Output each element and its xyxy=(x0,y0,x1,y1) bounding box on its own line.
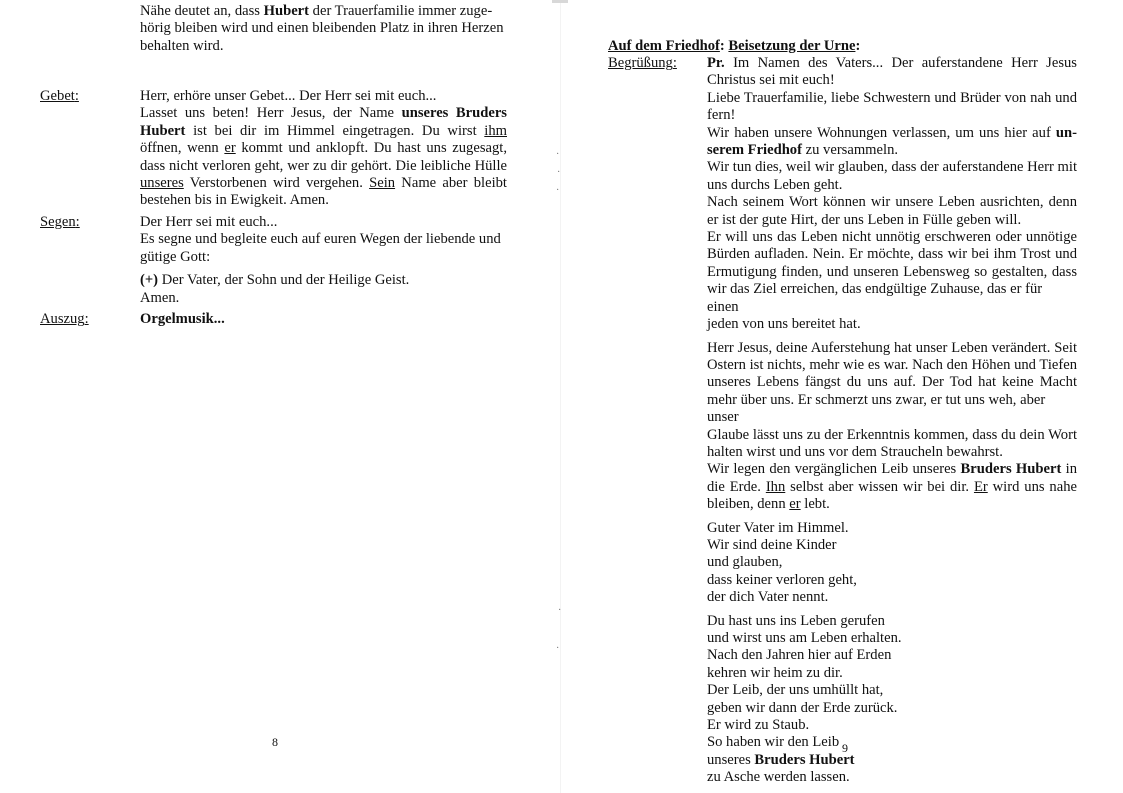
para-underlined-word: Er xyxy=(973,478,988,495)
gebet-bold-name: unseres Bruders xyxy=(401,105,507,122)
para-line: Glaube lässt uns zu der Erkenntnis kommen, dass du dein Wort xyxy=(707,426,1077,443)
para-line: Liebe Trauerfamilie, liebe Schwestern und Brüder von nah und xyxy=(707,89,1077,106)
para-line: Ermutigung finden, und unseren Lebensweg so gestalten, dass xyxy=(707,263,1077,280)
auszug-label xyxy=(40,311,89,328)
verse-line: Wir sind deine Kinder xyxy=(707,536,837,553)
verse-line: und glauben, xyxy=(707,554,783,571)
page-number-left: 8 xyxy=(272,735,278,749)
verse-bold-name: Bruders Hubert xyxy=(754,751,855,768)
section-title xyxy=(608,38,860,55)
gebet-label-colon: : xyxy=(74,88,79,104)
gebet-line xyxy=(140,175,507,192)
para-bold-span: Bruders Hubert xyxy=(960,461,1062,478)
para-line: Christus sei mit euch! xyxy=(707,72,835,89)
para-line xyxy=(707,142,1077,159)
verse-line: Der Leib, der uns umhüllt hat, xyxy=(707,682,884,699)
para-line xyxy=(707,479,1077,496)
segen-line: Der Herr sei mit euch... xyxy=(140,214,278,230)
para-text-span: die Erde. xyxy=(707,478,766,495)
segen-line: Amen. xyxy=(140,289,180,306)
page-number-right: 9 xyxy=(842,741,848,755)
left-page xyxy=(0,0,561,793)
section-title-colon: : xyxy=(719,38,725,54)
para-line xyxy=(707,55,1077,72)
gebet-line xyxy=(140,123,507,140)
begruessung-label-colon: : xyxy=(672,55,677,71)
intro-text: behalten wird. xyxy=(140,37,224,54)
auszug-bold-text: Orgelmusik... xyxy=(140,311,225,327)
gebet-line: dass nicht verloren geht, wer zu dir gehört. Die leibliche Hülle xyxy=(140,157,507,174)
para-line xyxy=(707,461,1077,478)
section-title-colon: : xyxy=(855,38,861,54)
para-bold-span: serem Friedhof xyxy=(707,142,802,159)
scan-speck: · xyxy=(556,185,560,196)
section-title-part: Auf dem Friedhof xyxy=(608,38,720,54)
scan-speck: · xyxy=(556,149,560,160)
verse-line: dass keiner verloren geht, xyxy=(707,571,857,588)
verse-line: Er wird zu Staub. xyxy=(707,717,810,734)
intro-paragraph xyxy=(140,3,507,55)
para-underlined-word: Ihn xyxy=(765,478,786,495)
gebet-underlined-word: er xyxy=(224,140,236,157)
gebet-text-span: ist bei dir im Himmel eingetragen. Du wirst xyxy=(185,122,485,139)
gebet-text xyxy=(140,88,507,210)
para-line: Bürden aufladen. Nein. Er möchte, dass wir bei ihm Trost und xyxy=(707,246,1077,263)
scan-speck: · xyxy=(556,643,560,654)
para-text-span: Wir legen den vergänglichen Leib unseres xyxy=(707,461,961,478)
para-text-span: Im Namen des Vaters... Der auferstandene Herr Jesus xyxy=(724,55,1077,71)
gebet-text-span: Name aber bleibt xyxy=(395,175,507,192)
para-text-span: lebt. xyxy=(800,496,830,513)
auszug-label-text: Auszug xyxy=(40,311,85,327)
para-line: Ostern ist nichts, mehr wie es war. Nach den Höhen und Tiefen xyxy=(707,356,1077,373)
gebet-underlined-word: ihm xyxy=(484,122,507,139)
segen-label-colon: : xyxy=(75,214,80,230)
para-bold-span: un- xyxy=(1055,124,1077,141)
segen-line: gütige Gott: xyxy=(140,248,211,265)
para-line: uns durchs Leben geht. xyxy=(707,176,843,193)
gebet-line: bestehen bis in Ewigkeit. Amen. xyxy=(140,192,329,209)
segen-label-text: Segen xyxy=(40,214,76,230)
para-line xyxy=(707,496,1077,513)
verse-line: und wirst uns am Leben erhalten. xyxy=(707,630,902,646)
verse-line: Guter Vater im Himmel. xyxy=(707,519,849,536)
verse-line: zu Asche werden lassen. xyxy=(707,769,850,786)
gebet-text-span: öffnen, wenn xyxy=(140,140,225,157)
para-line: Er will uns das Leben nicht unnötig erschweren oder unnötige xyxy=(707,229,1077,246)
para-line: wir das Ziel erreichen, das endgültige Zuhause, das er für einen xyxy=(707,281,1043,315)
segen-text-span: Der Vater, der Sohn und der Heilige Geist. xyxy=(158,272,410,289)
para-text-span: zu versammeln. xyxy=(801,142,899,159)
priest-abbr: Pr. xyxy=(707,55,725,71)
gebet-underlined-word: unseres xyxy=(140,175,184,192)
gebet-line xyxy=(140,140,507,157)
cross-sign: (+) xyxy=(140,272,159,289)
intro-text: Nähe deutet an, dass xyxy=(140,3,264,19)
gebet-label-text: Gebet xyxy=(40,88,75,104)
para-text-span: selbst aber wissen wir bei dir. xyxy=(785,478,974,495)
verse-line xyxy=(707,752,1077,769)
para-underlined-word: er xyxy=(789,496,801,513)
intro-text: hörig bleiben wird und einen bleibenden Platz in ihren Herzen xyxy=(140,20,504,37)
para-line: er ist der gute Hirt, der uns Leben in Fülle geben will. xyxy=(707,211,1022,228)
auszug-label-colon: : xyxy=(84,311,89,327)
verse-line: der dich Vater nennt. xyxy=(707,589,829,606)
gebet-text-span: Verstorbenen wird vergehen. xyxy=(183,175,370,192)
para-line xyxy=(707,125,1077,142)
section-title-part: Beisetzung der Urne xyxy=(728,38,856,54)
para-text-span: Wir haben unsere Wohnungen verlassen, um uns hier auf xyxy=(707,124,1056,141)
para-line: fern! xyxy=(707,107,736,124)
gebet-bold-name: Hubert xyxy=(140,122,186,139)
right-page xyxy=(562,0,1123,793)
intro-name: Hubert xyxy=(263,3,310,19)
gebet-text-span: Lasset uns beten! Herr Jesus, der Name xyxy=(140,105,402,122)
para-line: Herr Jesus, deine Auferstehung hat unser Leben verändert. Seit xyxy=(707,339,1077,356)
para-text-span: bleiben, denn xyxy=(707,496,790,513)
begruessung-label-text: Begrüßung xyxy=(608,55,673,71)
gebet-label xyxy=(40,88,79,105)
gebet-line: Herr, erhöre unser Gebet... Der Herr sei mit euch... xyxy=(140,88,437,104)
para-line: mehr über uns. Er schmerzt uns zwar, er tut uns weh, aber unser xyxy=(707,391,1046,426)
verse-line: kehren wir heim zu dir. xyxy=(707,664,843,681)
para-line: halten wirst und uns vor dem Straucheln bewahrst. xyxy=(707,443,1003,460)
para-line: Wir tun dies, weil wir glauben, dass der auferstandene Herr mit xyxy=(707,159,1077,176)
verse-text-span: unseres xyxy=(707,751,755,768)
segen-label xyxy=(40,214,80,231)
verse-line: So haben wir den Leib xyxy=(707,734,840,751)
begruessung-text xyxy=(707,55,1077,787)
begruessung-label xyxy=(608,55,677,72)
segen-line xyxy=(140,272,507,289)
para-text-span: in xyxy=(1061,461,1078,478)
para-text-span: wird uns nahe xyxy=(987,478,1077,495)
scan-speck: · xyxy=(558,605,562,616)
segen-text xyxy=(140,214,507,307)
verse-line: Du hast uns ins Leben gerufen xyxy=(707,612,885,629)
verse-line: geben wir dann der Erde zurück. xyxy=(707,699,898,716)
auszug-text xyxy=(140,311,225,328)
para-line: Nach seinem Wort können wir unsere Leben ausrichten, denn xyxy=(707,194,1077,211)
intro-text: der Trauerfamilie immer zuge- xyxy=(309,3,493,19)
para-line: unseres Lebens fängst du uns auf. Der Tod hat keine Macht xyxy=(707,374,1077,391)
gebet-text-span: kommt und anklopft. Du hast uns zugesagt, xyxy=(235,140,507,157)
segen-line: Es segne und begleite euch auf euren Wegen der liebende und xyxy=(140,231,501,248)
scan-speck: · xyxy=(557,167,561,178)
gebet-line xyxy=(140,105,507,122)
para-line: jeden von uns bereitet hat. xyxy=(707,316,861,333)
verse-line: Nach den Jahren hier auf Erden xyxy=(707,647,892,664)
gebet-underlined-word: Sein xyxy=(369,175,396,192)
